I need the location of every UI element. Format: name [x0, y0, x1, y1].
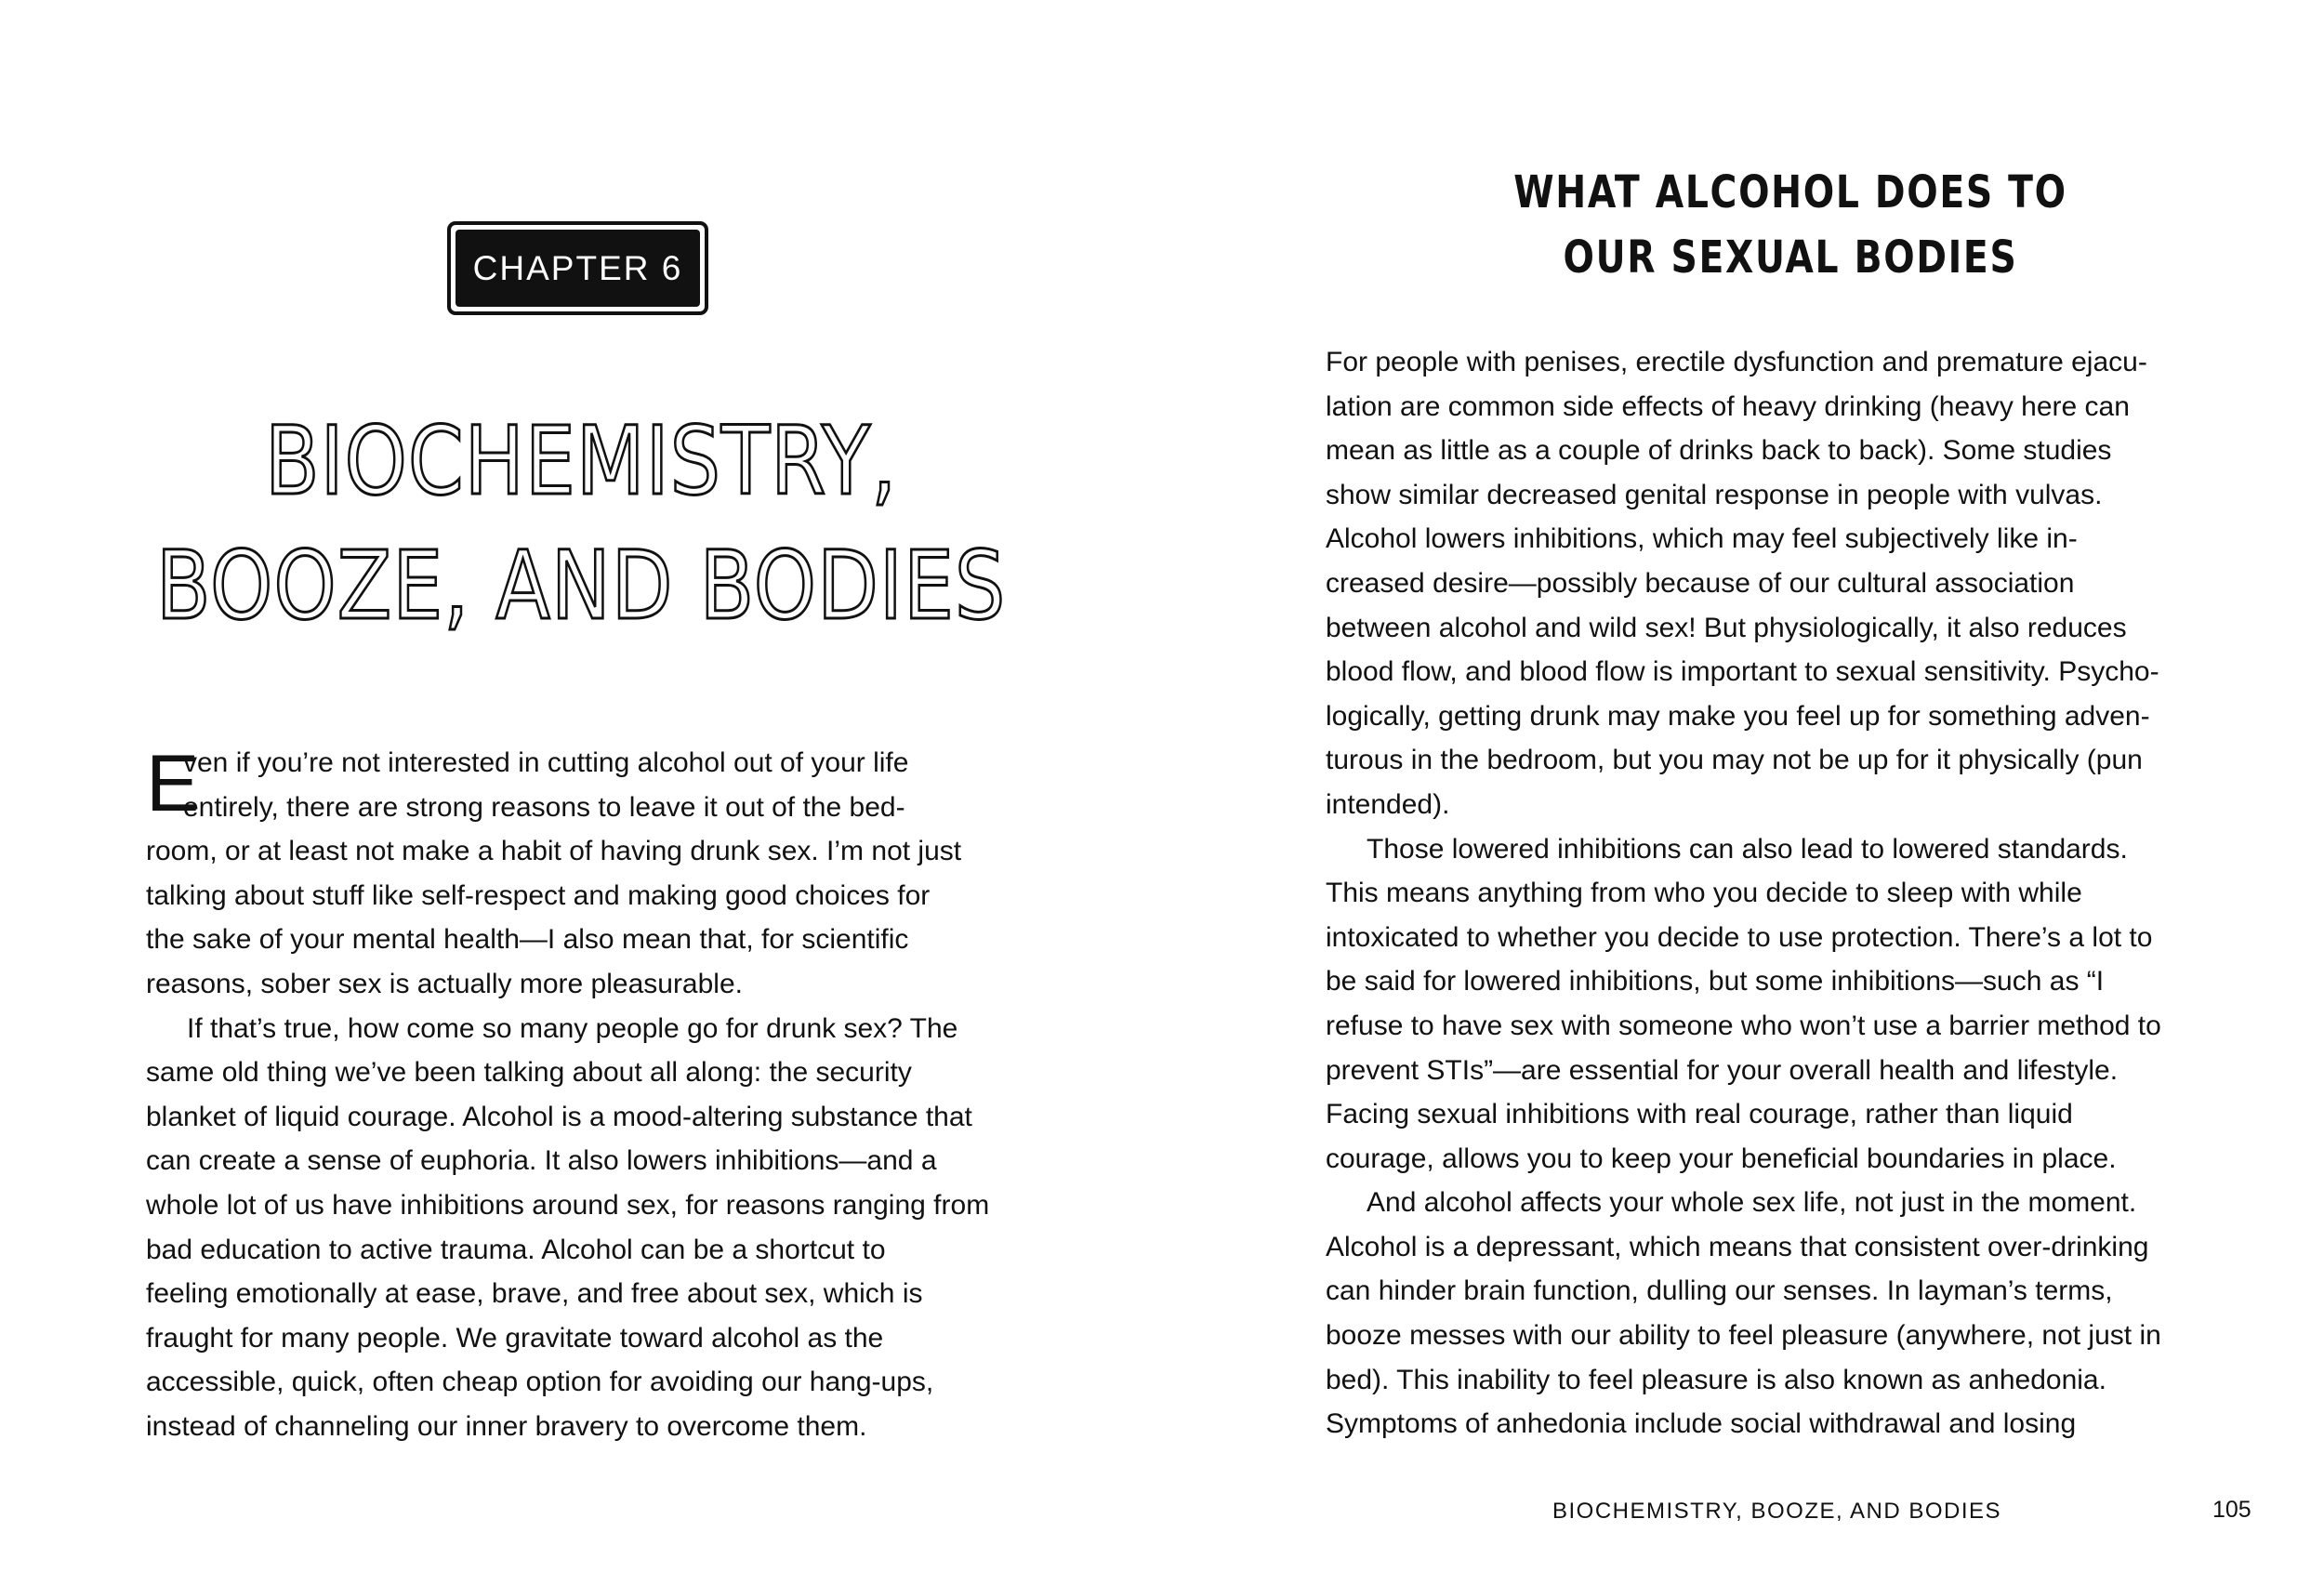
text-line: bed). This inability to feel pleasure is also known as anhedonia. [1326, 1364, 2106, 1395]
text-line: entirely, there are strong reasons to leave it out of the bed- [183, 791, 905, 823]
text-line: whole lot of us have inhibitions around sex, for reasons ranging from [146, 1189, 990, 1221]
text-line: instead of channeling our inner bravery to overcome them. [146, 1410, 867, 1442]
text-line: booze messes with our ability to feel pleasure (anywhere, not just in [1326, 1320, 2161, 1352]
text-line: lation are common side effects of heavy drinking (heavy here can [1326, 390, 2130, 422]
text-line: Symptoms of anhedonia include social withdrawal and losing [1326, 1408, 2077, 1440]
text-line: turous in the bedroom, but you may not be up for it physically (pun [1326, 745, 2143, 776]
text-line: refuse to have sex with someone who won’t use a barrier method to [1326, 1010, 2161, 1041]
text-line: can create a sense of euphoria. It also lowers inhibitions—and a [146, 1145, 937, 1177]
text-line: creased desire—possibly because of our cultural association [1326, 567, 2075, 599]
text-line: Those lowered inhibitions can also lead to lowered standards. [1367, 833, 2128, 865]
text-line: Alcohol is a depressant, which means that consistent over-drinking [1326, 1231, 2149, 1262]
text-line: mean as little as a couple of drinks back to back). Some studies [1326, 435, 2112, 467]
text-line: room, or at least not make a habit of having drunk sex. I’m not just [146, 836, 962, 867]
left-body-text [146, 741, 1020, 1449]
running-footer: BIOCHEMISTRY, BOOZE, AND BODIES [1552, 1499, 2002, 1524]
drop-cap: E [146, 739, 200, 828]
text-line: the sake of your mental health—I also mean that, for scientific [146, 924, 909, 956]
text-line: blanket of liquid courage. Alcohol is a mood-altering substance that [146, 1101, 972, 1132]
text-line: bad education to active trauma. Alcohol can be a shortcut to [146, 1234, 886, 1265]
chapter-title [139, 400, 1022, 649]
text-line: intended). [1326, 788, 1450, 820]
text-line: courage, allows you to keep your beneficial boundaries in place. [1326, 1143, 2117, 1174]
chapter-title-line: BOOZE, AND BODIES [155, 531, 1007, 641]
chapter-label: CHAPTER 6 [456, 230, 700, 307]
text-line: show similar decreased genital response in people with vulvas. [1326, 479, 2103, 510]
text-line: same old thing we’ve been talking about all along: the security [146, 1057, 912, 1089]
text-line: This means anything from who you decide to sleep with while [1326, 878, 2082, 909]
text-line: reasons, sober sex is actually more pleasurable. [146, 968, 743, 999]
chapter-badge [447, 221, 708, 315]
text-line: talking about stuff like self-respect and making good choices for [146, 879, 931, 911]
text-line: And alcohol affects your whole sex life, not just in the moment. [1367, 1187, 2137, 1219]
text-line: Facing sexual inhibitions with real courage, rather than liquid [1326, 1099, 2073, 1130]
right-body-text [1326, 340, 2199, 1446]
text-line: can hinder brain function, dulling our senses. In layman’s terms, [1326, 1275, 2113, 1307]
text-line: Alcohol lowers inhibitions, which may feel subjectively like in- [1326, 523, 2078, 555]
section-heading-line: WHAT ALCOHOL DOES TO [1513, 166, 2067, 218]
text-line: intoxicated to whether you decide to use protection. There’s a lot to [1326, 921, 2153, 953]
text-line: accessible, quick, often cheap option for avoiding our hang-ups, [146, 1367, 934, 1398]
text-line: fraught for many people. We gravitate toward alcohol as the [146, 1322, 884, 1354]
page-number: 105 [2212, 1497, 2251, 1523]
text-line: be said for lowered inhibitions, but some inhibitions—such as “I [1326, 966, 2105, 997]
chapter-title-line: BIOCHEMISTRY, [264, 406, 898, 517]
text-line: feeling emotionally at ease, brave, and free about sex, which is [146, 1278, 923, 1310]
section-heading-line: OUR SEXUAL BODIES [1563, 231, 2018, 284]
section-heading [1409, 160, 2172, 290]
text-line: prevent STIs”—are essential for your overall health and lifestyle. [1326, 1054, 2119, 1086]
text-line: For people with penises, erectile dysfunction and premature ejacu- [1326, 347, 2147, 377]
text-line: If that’s true, how come so many people go for drunk sex? The [187, 1012, 958, 1044]
text-line: logically, getting drunk may make you feel up for something adven- [1326, 700, 2150, 732]
text-line: between alcohol and wild sex! But physiologically, it also reduces [1326, 612, 2127, 643]
text-line: blood flow, and blood flow is important to sexual sensitivity. Psycho- [1326, 656, 2159, 688]
text-line: ven if you’re not interested in cutting alcohol out of your life [183, 747, 909, 778]
